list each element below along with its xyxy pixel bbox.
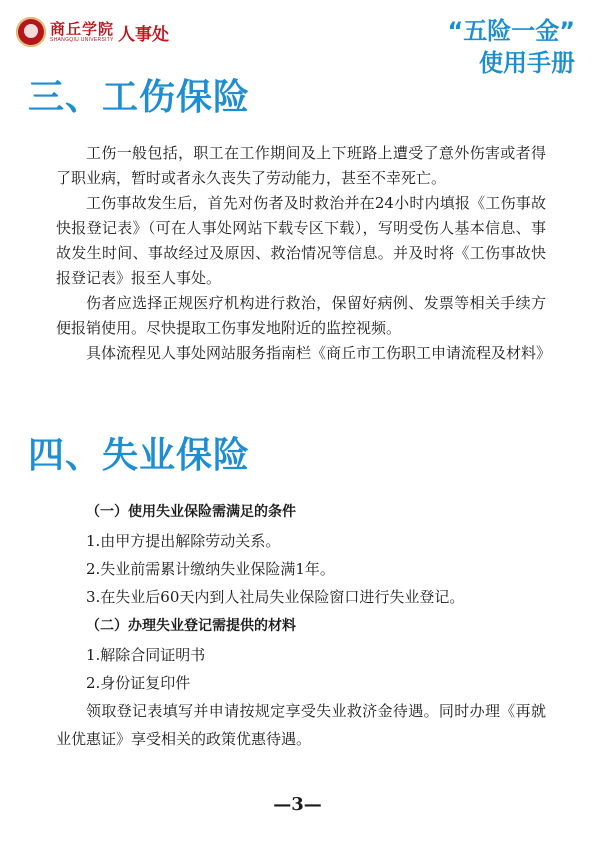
subheading-materials: （二）办理失业登记需提供的材料 xyxy=(86,618,296,634)
work-injury-body xyxy=(56,141,552,366)
university-seal-icon xyxy=(16,17,46,47)
closing-paragraph: 领取登记表填写并申请按规定享受失业救济金待遇。同时办理《再就业优惠证》享受相关的政策优惠待遇。 xyxy=(56,702,546,748)
logo-chinese-name: 商丘学院 xyxy=(50,19,115,38)
department-name: 人事处 xyxy=(118,24,170,45)
logo-wordmark xyxy=(50,21,114,44)
section-heading-unemployment: 四、失业保险 xyxy=(28,435,251,476)
list-item: 2.身份证复印件 xyxy=(86,674,191,692)
handbook-subtitle: 使用手册 xyxy=(479,49,575,77)
paragraph: 具体流程见人事处网站服务指南栏《商丘市工伤职工申请流程及材料》 xyxy=(86,344,552,362)
university-logo xyxy=(16,14,196,50)
paragraph: 工伤事故发生后，首先对伤者及时救治并在24小时内填报《工伤事故快报登记表》（可在人事处网站下载专区下载），写明受伤人基本信息、事故发生时间、事故经过及原因、救治情况等信息。并及时将《工伤事故快报登记表》报至人事处。 xyxy=(56,194,546,287)
subheading-conditions: （一）使用失业保险需满足的条件 xyxy=(86,504,296,520)
list-item: 3.在失业后60天内到人社局失业保险窗口进行失业登记。 xyxy=(86,588,465,606)
list-item: 1.由甲方提出解除劳动关系。 xyxy=(86,532,281,550)
unemployment-body xyxy=(56,497,546,753)
handbook-title-block xyxy=(425,14,575,78)
page-number: —3— xyxy=(273,794,322,815)
list-item: 2.失业前需累计缴纳失业保险满1年。 xyxy=(86,560,335,578)
logo-english-name: SHANGQIU UNIVERSITY xyxy=(50,36,114,43)
paragraph: 伤者应选择正规医疗机构进行救治，保留好病例、发票等相关手续方便报销使用。尽快提取工伤事发地附近的监控视频。 xyxy=(56,294,546,337)
handbook-title: “五险一金” xyxy=(447,17,575,45)
section-heading-work-injury: 三、工伤保险 xyxy=(28,77,251,118)
paragraph: 工伤一般包括，职工在工作期间及上下班路上遭受了意外伤害或者得了职业病，暂时或者永久丧失了劳动能力，甚至不幸死亡。 xyxy=(56,144,546,187)
list-item: 1.解除合同证明书 xyxy=(86,646,206,664)
